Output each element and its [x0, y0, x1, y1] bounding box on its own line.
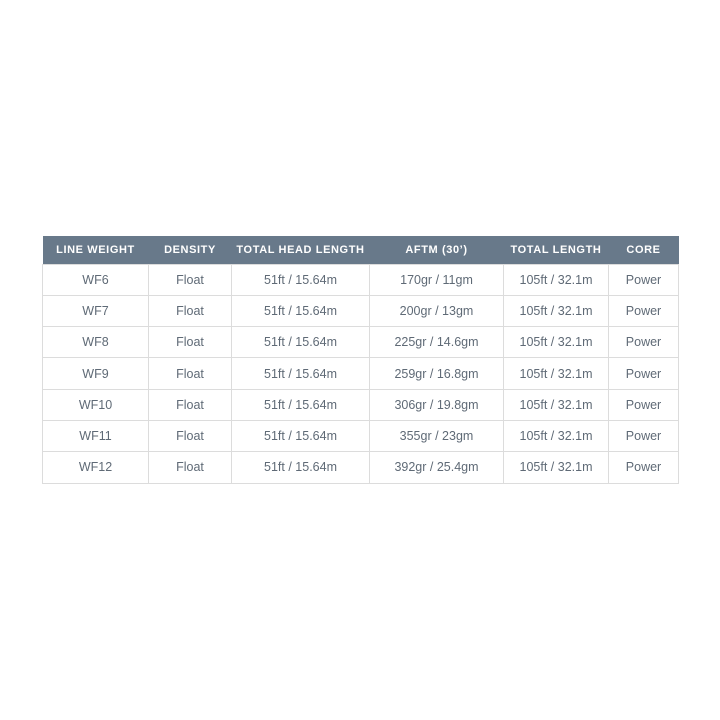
table-cell: Power: [609, 358, 679, 389]
table-cell: 225gr / 14.6gm: [370, 327, 504, 358]
column-header-2: DENSITY: [149, 236, 232, 264]
table-cell: 259gr / 16.8gm: [370, 358, 504, 389]
table-cell: 105ft / 32.1m: [504, 420, 609, 451]
column-header-5: TOTAL LENGTH: [504, 236, 609, 264]
table-row-wf10: [43, 389, 679, 420]
table-cell: WF9: [43, 358, 149, 389]
table-cell: 51ft / 15.64m: [232, 295, 370, 326]
table-cell: WF6: [43, 264, 149, 295]
table-row-wf8: [43, 327, 679, 358]
table-cell: Power: [609, 264, 679, 295]
table-row-wf12: [43, 452, 679, 483]
table-cell: Float: [149, 389, 232, 420]
column-header-6: CORE: [609, 236, 679, 264]
table-row-wf7: [43, 295, 679, 326]
table-cell: 51ft / 15.64m: [232, 452, 370, 483]
table-row-wf9: [43, 358, 679, 389]
table-cell: 105ft / 32.1m: [504, 452, 609, 483]
table-cell: Power: [609, 452, 679, 483]
spec-table: [42, 236, 679, 484]
table-cell: 200gr / 13gm: [370, 295, 504, 326]
table-cell: Power: [609, 327, 679, 358]
table-cell: WF8: [43, 327, 149, 358]
table-row-wf6: [43, 264, 679, 295]
column-header-3: TOTAL HEAD LENGTH: [232, 236, 370, 264]
table-cell: WF12: [43, 452, 149, 483]
table-cell: WF10: [43, 389, 149, 420]
table-cell: 105ft / 32.1m: [504, 327, 609, 358]
table-cell: 51ft / 15.64m: [232, 358, 370, 389]
spec-table-body: [43, 264, 679, 483]
table-cell: 105ft / 32.1m: [504, 295, 609, 326]
table-cell: Float: [149, 420, 232, 451]
table-cell: WF7: [43, 295, 149, 326]
table-cell: Power: [609, 420, 679, 451]
table-cell: 170gr / 11gm: [370, 264, 504, 295]
table-cell: 105ft / 32.1m: [504, 264, 609, 295]
spec-table-header-row: [43, 236, 679, 264]
table-cell: 392gr / 25.4gm: [370, 452, 504, 483]
table-cell: 105ft / 32.1m: [504, 389, 609, 420]
column-header-1: LINE WEIGHT: [43, 236, 149, 264]
table-cell: 306gr / 19.8gm: [370, 389, 504, 420]
table-cell: Power: [609, 295, 679, 326]
column-header-4: AFTM (30’): [370, 236, 504, 264]
table-cell: Power: [609, 389, 679, 420]
table-cell: 105ft / 32.1m: [504, 358, 609, 389]
table-cell: WF11: [43, 420, 149, 451]
table-row-wf11: [43, 420, 679, 451]
table-cell: 51ft / 15.64m: [232, 264, 370, 295]
table-cell: 51ft / 15.64m: [232, 327, 370, 358]
table-cell: Float: [149, 264, 232, 295]
table-cell: 51ft / 15.64m: [232, 389, 370, 420]
table-cell: Float: [149, 452, 232, 483]
table-cell: Float: [149, 358, 232, 389]
table-cell: Float: [149, 295, 232, 326]
spec-table-header: [43, 236, 679, 264]
table-cell: 51ft / 15.64m: [232, 420, 370, 451]
table-cell: 355gr / 23gm: [370, 420, 504, 451]
table-cell: Float: [149, 327, 232, 358]
